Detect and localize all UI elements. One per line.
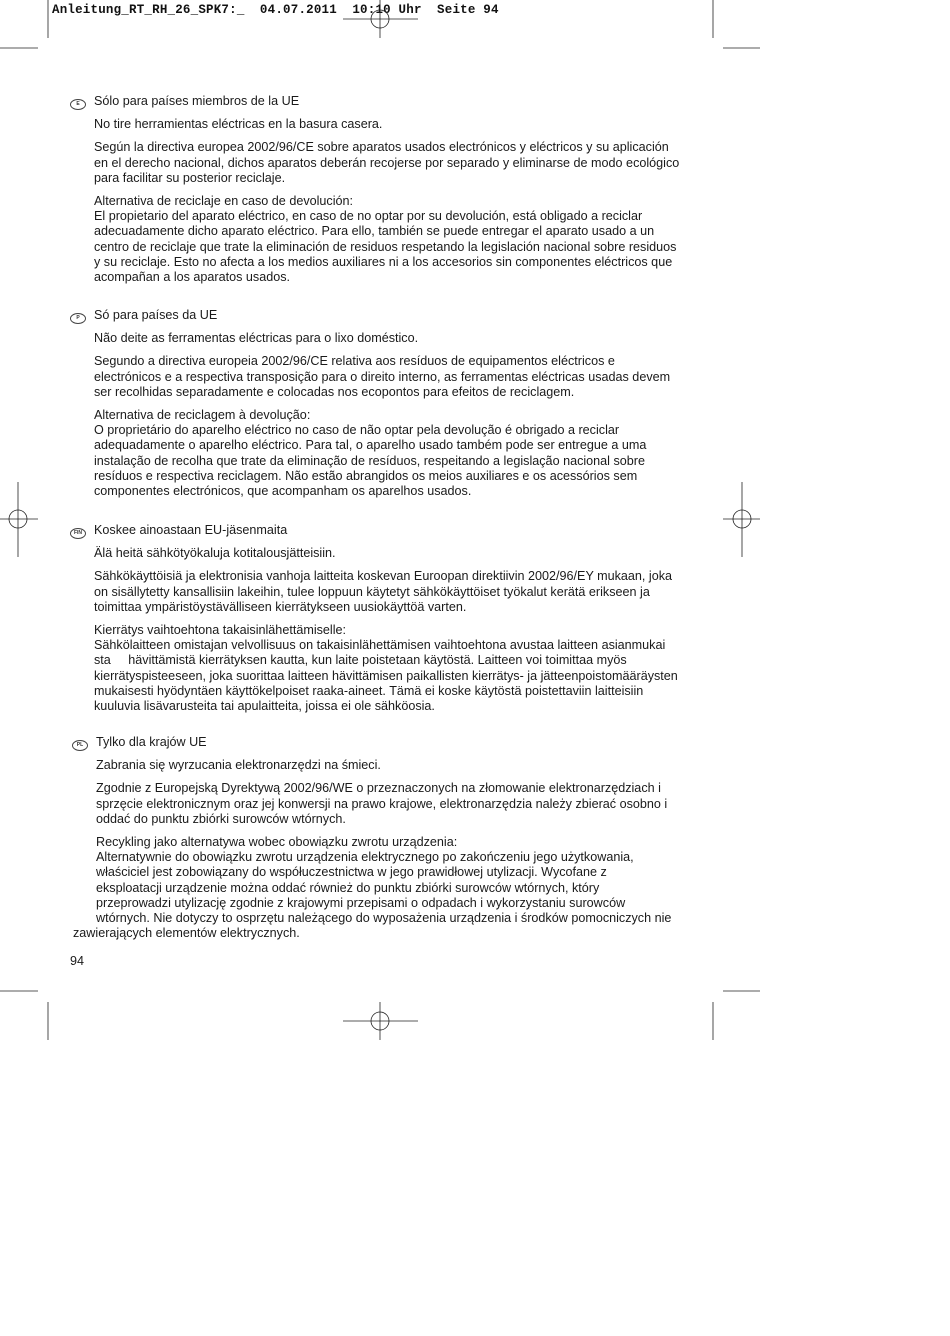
- paragraph: Não deite as ferramentas eléctricas para o lixo doméstico.: [94, 331, 419, 346]
- paragraph: Según la directiva europea 2002/96/CE sobre aparatos usados electrónicos y eléctricos y su aplicación en el derecho nacional, dichos aparatos deberán recojerse por separado y eliminarse de modo ecológico para facilitar su posterior reciclaje.: [94, 140, 680, 185]
- paragraph: Segundo a directiva europeia 2002/96/CE relativa aos resíduos de equipamentos eléctricos e electrónicos e a respectiva transposição para o direito interno, as ferramentas eléctricas usadas devem ser recolhidas separadamente e colocadas nos ecopontos para efeitos de reciclagem.: [94, 354, 671, 399]
- section-title: Sólo para países miembros de la UE: [94, 94, 300, 108]
- paragraph: Alternativa de reciclaje en caso de devolución: El propietario del aparato eléctrico, en caso de no optar por su devolución, está obligado a reciclar adecuadamente dicho aparato eléctrico. Para ello, también se puede entregar el aparato usado a un centro de reciclaje que trate la eliminación de residuos respetando la legislación nacional sobre residuos y su reciclaje. Esto no afecta a los medios auxiliares ni a los accesorios sin componentes eléctricos que acompañan a los aparatos usados.: [94, 194, 677, 285]
- paragraph: Kierrätys vaihtoehtona takaisinlähettämiselle: Sähkölaitteen omistajan velvollisuus on takaisinlähettämisen vaihtoehtona avustaa laitteen asianmukai sta hävittämistä kierrätyksen kautta, kun laite poistetaan käytöstä. Laitteen voi toimittaa myös kierrätyspisteeseen, joka suorittaa laitteen hävittämisen paikallisten kierrätys- ja jätteenpoistomääräysten mukaisesti hyödyntäen käyttökelpoiset raaka-aineet. Tämä ei koske käytöstä poistettaviin laitteisiin kuuluvia lisävarusteita tai apulaitteita, joissa ei ole sähköosia.: [94, 623, 678, 714]
- country-flag-pl-icon: PL: [72, 740, 88, 751]
- paragraph: No tire herramientas eléctricas en la basura casera.: [94, 117, 383, 132]
- page-number: 94: [70, 954, 85, 968]
- paragraph: Alternativa de reciclagem à devolução: O proprietário do aparelho eléctrico no caso de não optar pela devolução é obrigado a reciclar adequadamente o aparelho eléctrico. Para tal, o aparelho usado também pode ser entregue a uma instalação de recolha que trate da eliminação de resíduos, respeitando a legislação nacional sobre resíduos e respectiva reciclagem. Não estão abrangidos os meios auxiliares e os acessórios sem componentes electrónicos, que acompanham os aparelhos usados.: [94, 408, 647, 499]
- paragraph-tail: zawierających elementów elektrycznych.: [73, 926, 300, 941]
- paragraph: Sähkökäyttöisiä ja elektronisia vanhoja laitteita koskevan Euroopan direktiivin 2002/96/EY mukaan, joka on sisällytetty kansallisiin lakeihin, tulee loppuun käytetyt sähkökäyttöiset työkalut kerätä erikseen ja toimittaa ympäristöystävälliseen kierrätykseen uusiokäyttöä varten.: [94, 569, 673, 614]
- paragraph: Zabrania się wyrzucania elektronarzędzi na śmieci.: [96, 758, 381, 773]
- section-title: Koskee ainoastaan EU-jäsenmaita: [94, 523, 288, 537]
- section-portuguese: [70, 308, 710, 507]
- paragraph: Recykling jako alternatywa wobec obowiązku zwrotu urządzenia: Alternatywnie do obowiązku zwrotu urządzenia elektrycznego po zakończeniu jego użytkowania, właściciel jest zobowiązany do współuczestnictwa w jego prawidłowej utylizacji. Wycofane z eksploatacji urządzenie można oddać również do punktu zbiórki surowców wtórnych, który przeprowadzi utylizację zgodnie z krajowymi przepisami o odpadach i wykorzystaniu surowców wtórnych. Nie dotyczy to osprzętu należącego do wyposażenia urządzenia i środków pomocniczych nie: [96, 835, 672, 926]
- paragraph: Zgodnie z Europejską Dyrektywą 2002/96/WE o przeznaczonych na złomowanie elektronarzędziach i sprzęcie elektronicznym oraz jej konwersji na prawo krajowe, elektronarzędzia należy zbierać osobno i oddać do punktu zbiórki surowców wtórnych.: [96, 781, 668, 826]
- print-slug-header: Anleitung_RT_RH_26_SPK7:_ 04.07.2011 10:10 Uhr Seite 94: [52, 3, 499, 17]
- country-flag-fi-icon: FIN: [70, 528, 86, 539]
- country-flag-pt-icon: P: [70, 313, 86, 324]
- section-title: Só para países da UE: [94, 308, 218, 322]
- section-polish: [70, 735, 710, 941]
- section-finnish: [70, 523, 710, 722]
- section-title: Tylko dla krajów UE: [96, 735, 207, 749]
- section-spanish: [70, 94, 710, 293]
- country-flag-es-icon: E: [70, 99, 86, 110]
- paragraph: Älä heitä sähkötyökaluja kotitalousjätteisiin.: [94, 546, 336, 561]
